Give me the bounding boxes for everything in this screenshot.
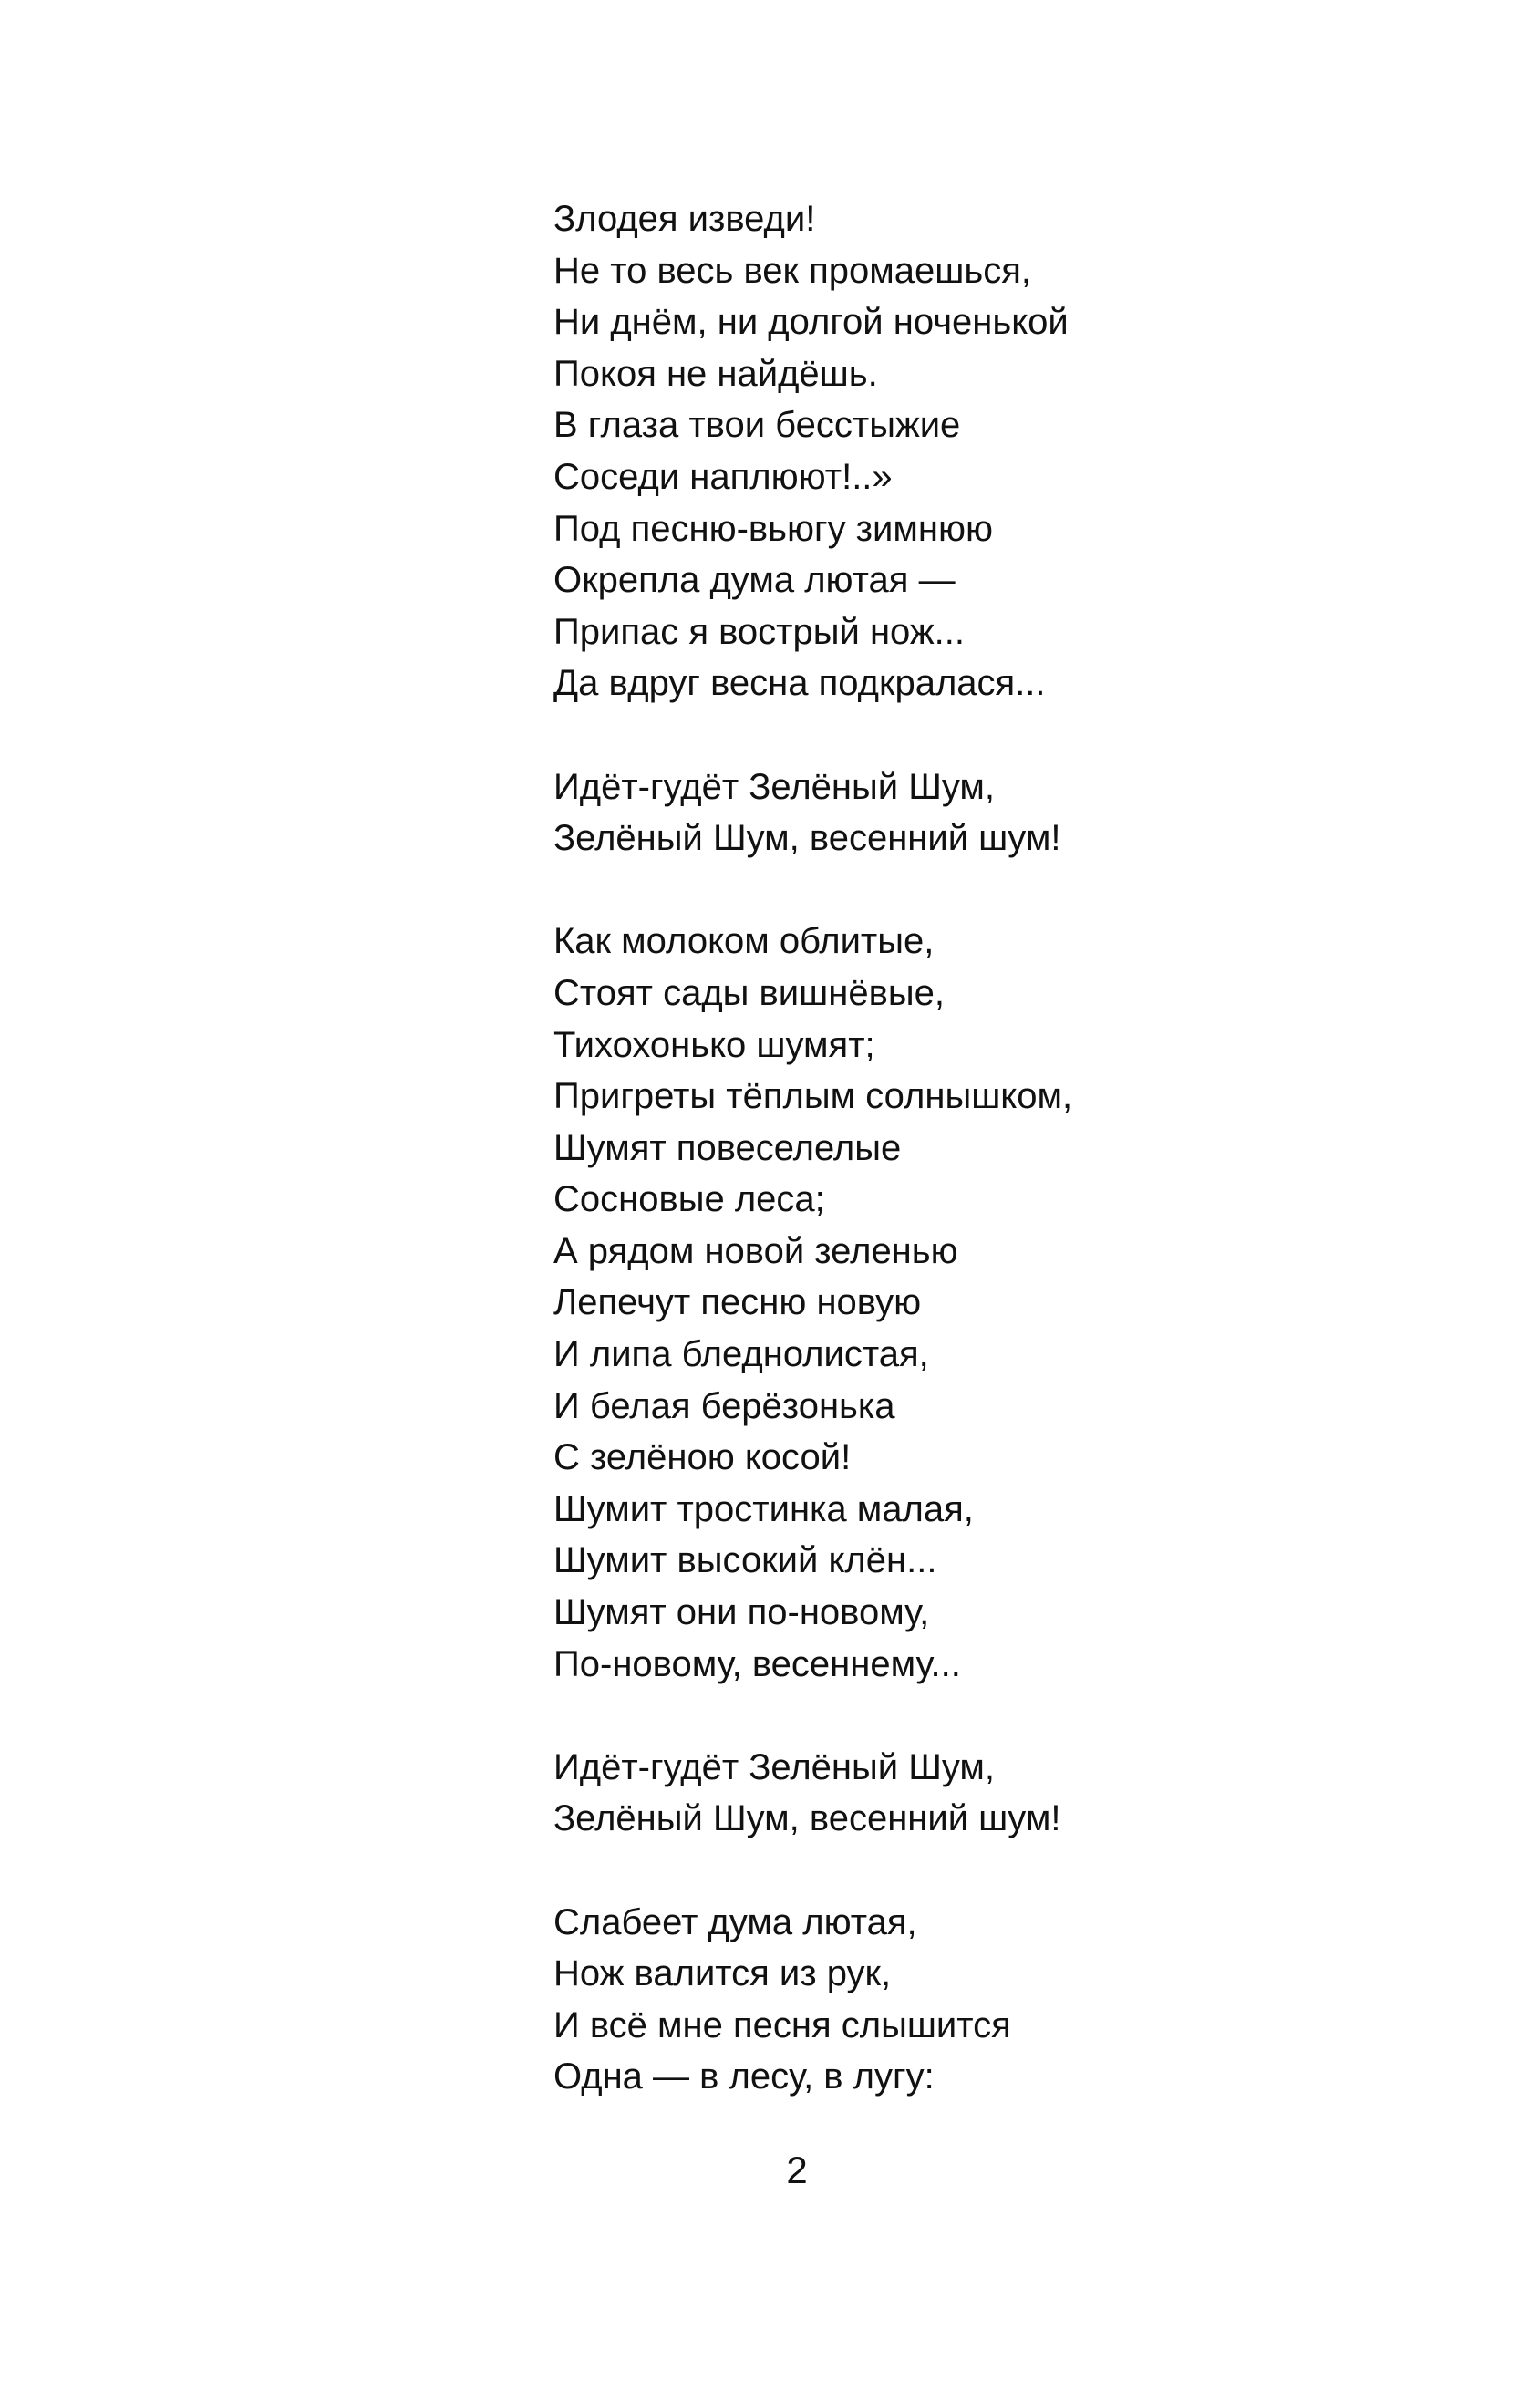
poem-text — [553, 193, 1072, 2155]
stanza — [553, 916, 1072, 1690]
poem-line: Пригреты тёплым солнышком, — [553, 1076, 1073, 1117]
poem-line: Стоят сады вишнёвые, — [553, 972, 945, 1013]
poem-line: Сосновые леса; — [553, 1179, 825, 1220]
stanza — [553, 1897, 1072, 2103]
poem-line: Соседи наплюют!..» — [553, 456, 893, 497]
poem-line: Да вдруг весна подкралася... — [553, 663, 1046, 704]
poem-line: С зелёною косой! — [553, 1437, 852, 1478]
stanza — [553, 761, 1072, 865]
stanza — [553, 1742, 1072, 1845]
stanza — [553, 193, 1072, 709]
poem-line: И всё мне песня слышится — [553, 2004, 1011, 2045]
poem-line: Шумят повеселелые — [553, 1127, 902, 1168]
poem-line: Лепечут песню новую — [553, 1282, 922, 1323]
poem-line: В глаза твои бесстыжие — [553, 405, 961, 446]
poem-line: И белая берёзонька — [553, 1385, 895, 1426]
poem-line: Слабеет дума лютая, — [553, 1901, 917, 1942]
poem-line: Зелёный Шум, весенний шум! — [553, 818, 1061, 859]
poem-line: Шумит тростинка малая, — [553, 1488, 974, 1529]
poem-line: По-новому, весеннему... — [553, 1643, 961, 1684]
poem-line: Как молоком облитые, — [553, 921, 935, 962]
poem-line: Злодея изведи! — [553, 199, 816, 239]
poem-line: И липа бледнолистая, — [553, 1334, 929, 1375]
poem-line: Идёт-гудёт Зелёный Шум, — [553, 1746, 996, 1787]
poem-line: Шумят они по-новому, — [553, 1592, 930, 1633]
poem-line: Под песню-вьюгу зимнюю — [553, 508, 993, 549]
poem-line: Одна — в лесу, в лугу: — [553, 2056, 935, 2097]
poem-line: Зелёный Шум, весенний шум! — [553, 1798, 1061, 1839]
poem-line: Покоя не найдёшь. — [553, 353, 878, 394]
poem-line: Припас я вострый нож... — [553, 611, 965, 652]
page-number: 2 — [786, 2149, 808, 2191]
poem-line: Шумит высокий клён... — [553, 1540, 937, 1581]
poem-line: Нож валится из рук, — [553, 1953, 892, 1994]
poem-line: Не то весь век промаешься, — [553, 250, 1031, 291]
poem-line: А рядом новой зеленью — [553, 1230, 958, 1271]
poem-line: Тихохонько шумят; — [553, 1024, 875, 1065]
poem-line: Ни днём, ни долгой ноченькой — [553, 302, 1069, 343]
poem-line: Идёт-гудёт Зелёный Шум, — [553, 766, 996, 807]
poem-line: Окрепла дума лютая — — [553, 560, 956, 601]
